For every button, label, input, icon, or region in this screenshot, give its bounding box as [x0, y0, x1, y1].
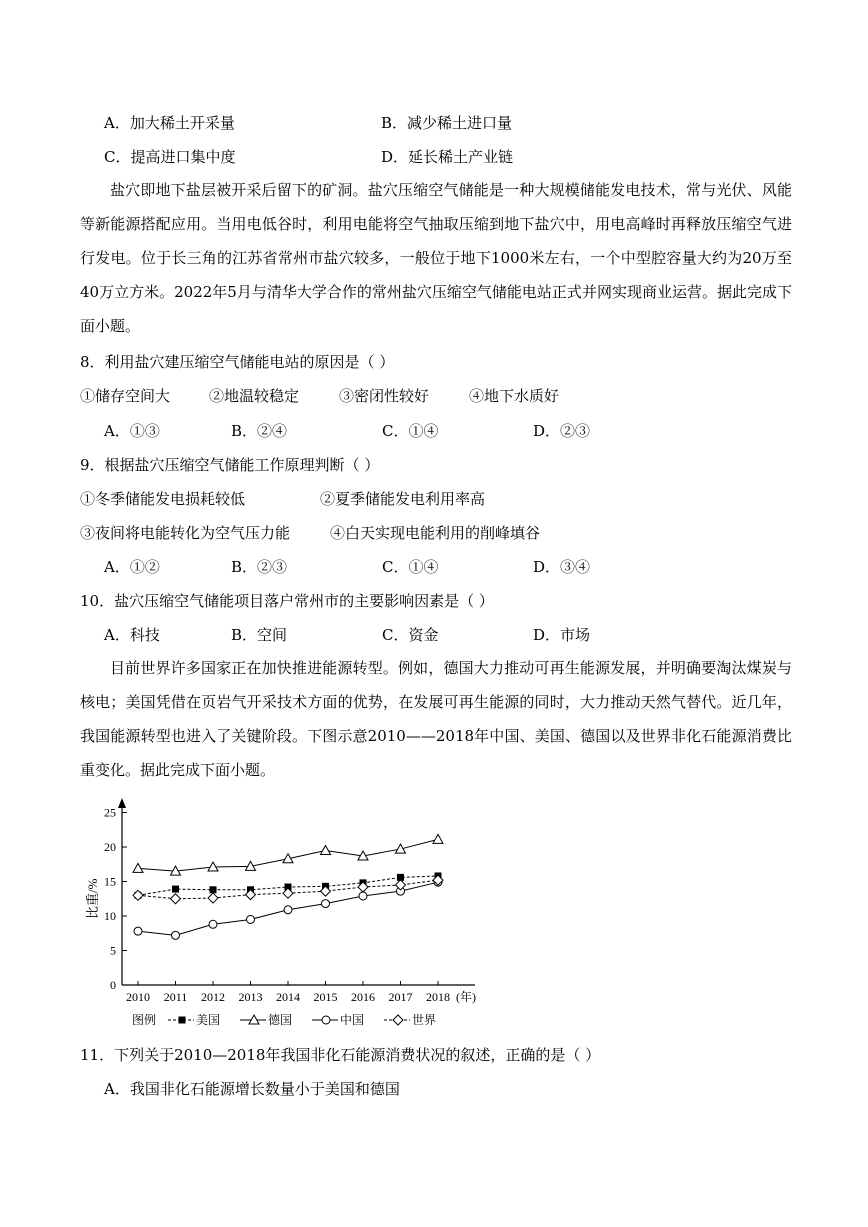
q10-option-c: C．资金 — [382, 626, 439, 644]
q9-item-3: ③夜间将电能转化为空气压力能 — [80, 524, 291, 542]
data-point — [172, 886, 179, 893]
q11-stem: 11．下列关于2010—2018年我国非化石能源消费状况的叙述，正确的是（ ） — [80, 1046, 601, 1064]
q11-option-a: A．我国非化石能源增长数量小于美国和德国 — [104, 1080, 400, 1098]
q9-item-4: ④白天实现电能利用的削峰填谷 — [330, 524, 541, 542]
y-tick-label: 20 — [104, 840, 116, 854]
y-tick-label: 15 — [104, 874, 116, 889]
non-fossil-energy-chart — [80, 790, 480, 1030]
legend-label: 世界 — [412, 1013, 437, 1027]
y-axis-label: 比重/% — [85, 878, 100, 919]
q10-option-a: A．科技 — [104, 626, 160, 644]
series-2 — [133, 834, 443, 875]
data-point — [322, 1016, 330, 1024]
q8-item-1: ①储存空间大 — [80, 387, 171, 405]
y-axis-arrow — [118, 798, 126, 808]
x-tick-label: 2013 — [238, 990, 263, 1004]
legend-title: 图例 — [132, 1013, 157, 1027]
data-point — [134, 927, 142, 935]
legend-label: 中国 — [340, 1013, 365, 1027]
data-point — [208, 893, 218, 903]
q7-option-a: A．加大稀土开采量 — [104, 114, 235, 132]
q8-item-4: ④地下水质好 — [469, 387, 560, 405]
q8-option-d: D．②③ — [533, 422, 591, 440]
data-point — [322, 900, 330, 908]
y-tick-label: 0 — [110, 978, 116, 992]
data-point — [321, 845, 331, 854]
data-point — [210, 886, 217, 893]
y-tick-label: 25 — [104, 805, 116, 820]
x-tick-label: 2017 — [388, 990, 413, 1004]
q9-option-c: C．①④ — [382, 558, 439, 576]
y-tick-label: 10 — [104, 909, 116, 923]
q8-item-2: ②地温较稳定 — [209, 387, 300, 405]
q9-option-a: A．①② — [104, 558, 160, 576]
x-tick-label: 2010 — [126, 990, 150, 1004]
x-tick-label: 2016 — [351, 990, 375, 1004]
x-tick-label: 2014 — [276, 990, 300, 1004]
x-tick-label: 2015 — [313, 990, 338, 1004]
q10-stem: 10．盐穴压缩空气储能项目落户常州市的主要影响因素是（ ） — [80, 592, 494, 610]
data-point — [359, 892, 367, 900]
q8-item-3: ③密闭性较好 — [339, 387, 430, 405]
legend-label: 德国 — [268, 1013, 293, 1027]
x-axis-label: (年) — [456, 990, 476, 1004]
q9-item-2: ②夏季储能发电利用率高 — [320, 490, 486, 508]
x-tick-label: 2011 — [163, 990, 188, 1004]
q7-option-d: D．延长稀土产业链 — [381, 148, 514, 166]
data-point — [433, 834, 443, 843]
q8-option-a: A．①③ — [104, 422, 160, 440]
passage-energy-transition: 目前世界许多国家正在加快推进能源转型。例如，德国大力推动可再生能源发展，并明确要淘汰煤炭与核电；美国凭借在页岩气开采技术方面的优势，在发展可再生能源的同时，大力推动天然气替代。近几年，我国能源转型也进入了关键阶段。下图示意2010——2018年中国、美国、德国以及世界非化石能源消费比重变化。据此完成下面小题。 — [80, 659, 792, 779]
x-tick-label: 2018 — [426, 990, 450, 1004]
q8-stem: 8．利用盐穴建压缩空气储能电站的原因是（ ） — [80, 353, 395, 371]
data-point — [179, 1017, 186, 1024]
q9-stem: 9．根据盐穴压缩空气储能工作原理判断（ ） — [80, 456, 380, 474]
data-point — [171, 894, 181, 904]
q7-option-b: B．减少稀土进口量 — [381, 114, 513, 132]
q9-option-d: D．③④ — [533, 558, 591, 576]
data-point — [133, 863, 143, 872]
x-tick-label: 2012 — [201, 990, 225, 1004]
data-point — [247, 915, 255, 923]
q8-option-b: B．②④ — [231, 422, 288, 440]
y-tick-label: 5 — [110, 943, 116, 958]
data-point — [393, 1015, 403, 1025]
q7-option-c: C．提高进口集中度 — [104, 148, 236, 166]
q8-option-c: C．①④ — [382, 422, 439, 440]
data-point — [209, 920, 217, 928]
q9-option-b: B．②③ — [231, 558, 288, 576]
q9-item-1: ①冬季储能发电损耗较低 — [80, 490, 246, 508]
q10-option-b: B．空间 — [231, 626, 288, 644]
passage-salt-cavern: 盐穴即地下盐层被开采后留下的矿洞。盐穴压缩空气储能是一种大规模储能发电技术，常与光伏、风能等新能源搭配应用。当用电低谷时，利用电能将空气抽取压缩到地下盐穴中，用电高峰时再释放压缩空气进行发电。位于长三角的江苏省常州市盐穴较多，一般位于地下1000米左右，一个中型腔容量大约为20万至40万立方米。2022年5月与清华大学合作的常州盐穴压缩空气储能电站正式并网实现商业运营。据此完成下面小题。 — [80, 181, 792, 335]
data-point — [172, 931, 180, 939]
data-point — [284, 906, 292, 914]
q10-option-d: D．市场 — [533, 626, 591, 644]
legend-label: 美国 — [196, 1013, 221, 1027]
